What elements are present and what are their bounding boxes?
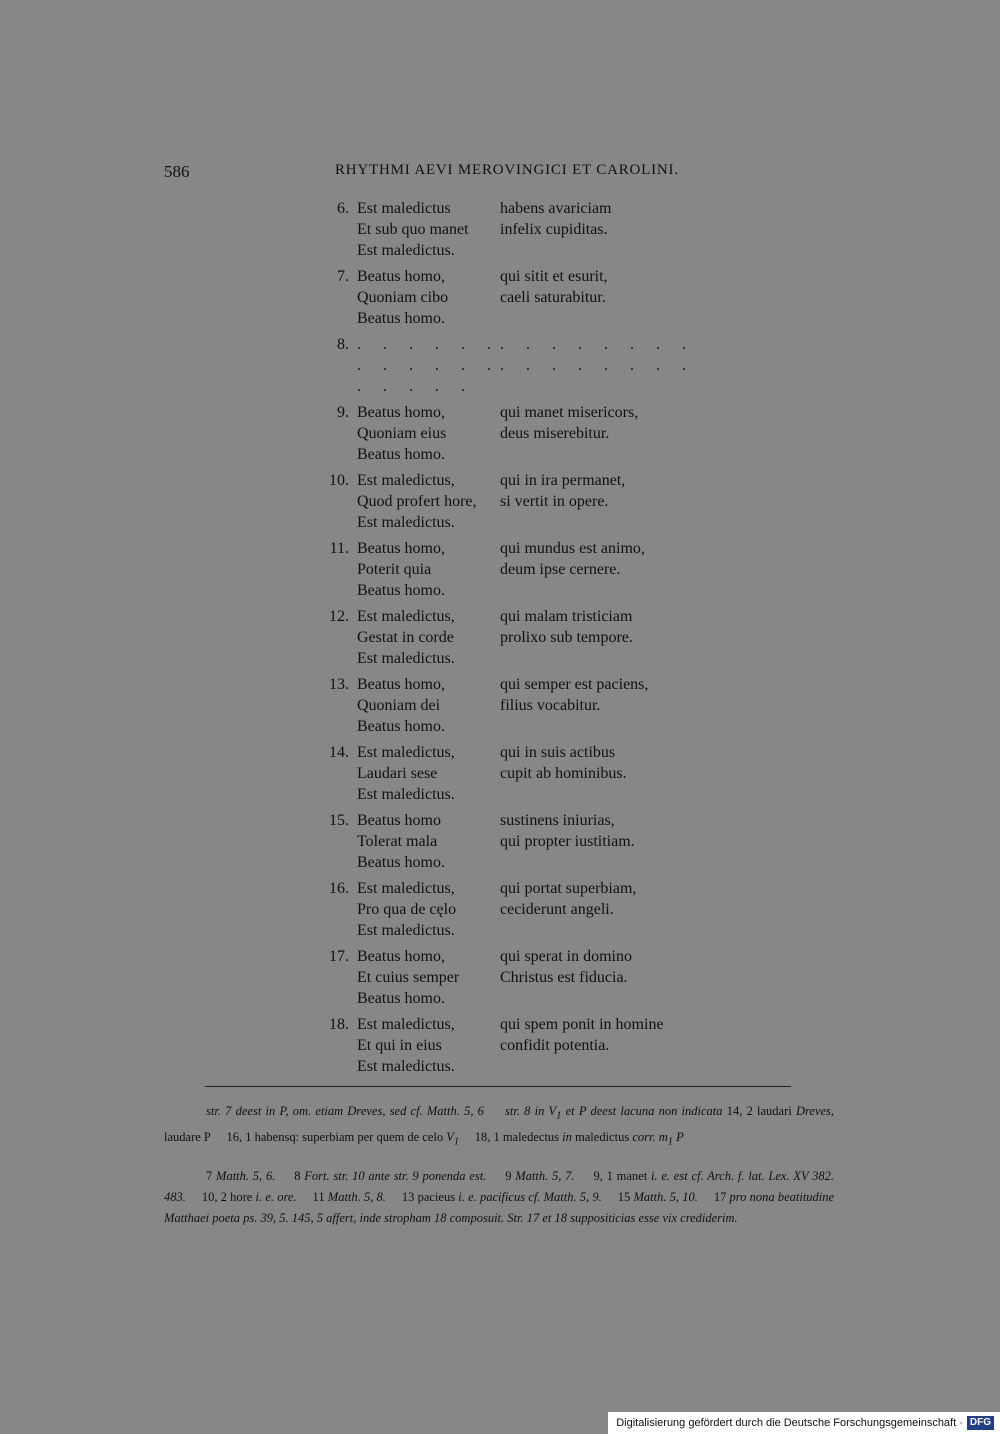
stanza bbox=[0, 538, 1000, 606]
verse-first-half: Beatus homo. bbox=[357, 310, 445, 327]
verse-line bbox=[0, 606, 1000, 627]
verse-line bbox=[0, 810, 1000, 831]
source-text: Matth. 5, 7. bbox=[515, 1169, 575, 1183]
verse-first-half: . . . . . bbox=[357, 378, 474, 395]
verse-first-half: Beatus homo bbox=[357, 812, 441, 829]
verse-second-half: sustinens iniurias, bbox=[500, 812, 615, 829]
source-text: Matth. 5, 10. bbox=[633, 1190, 698, 1204]
verse-line bbox=[0, 716, 1000, 737]
verse-line bbox=[0, 674, 1000, 695]
apparatus-note-14: 14, 2 laudari bbox=[726, 1104, 792, 1118]
source-ref: 8 bbox=[294, 1169, 301, 1183]
stanza bbox=[0, 742, 1000, 810]
verse-line bbox=[0, 831, 1000, 852]
stanza-number: 8. bbox=[337, 336, 349, 353]
stanza-number: 15. bbox=[329, 812, 349, 829]
apparatus-subscript: 1 bbox=[556, 1110, 562, 1122]
stanza-number: 6. bbox=[337, 200, 349, 217]
verse-first-half: Quoniam eius bbox=[357, 425, 447, 442]
verse-first-half: Beatus homo. bbox=[357, 582, 445, 599]
stanza bbox=[0, 402, 1000, 470]
verse-first-half: Beatus homo. bbox=[357, 446, 445, 463]
source-ref: 10, 2 hore bbox=[201, 1190, 253, 1204]
verse-line bbox=[0, 240, 1000, 261]
verse-first-half: . . . . . . bbox=[357, 357, 500, 374]
verse-second-half: qui in suis actibus bbox=[500, 744, 616, 761]
verse-second-half: prolixo sub tempore. bbox=[500, 629, 633, 646]
verse-line bbox=[0, 402, 1000, 423]
apparatus-subscript: 1 bbox=[453, 1136, 460, 1147]
verse-first-half: Et cuius semper bbox=[357, 969, 460, 986]
source-ref: 9, 1 manet bbox=[593, 1169, 648, 1183]
stanza bbox=[0, 878, 1000, 946]
verse-line bbox=[0, 266, 1000, 287]
verse-first-half: Tolerat mala bbox=[357, 833, 438, 850]
critical-apparatus bbox=[164, 1101, 834, 1152]
source-ref: 7 bbox=[206, 1169, 213, 1183]
verse-line bbox=[0, 648, 1000, 669]
apparatus-corr: corr. m bbox=[632, 1129, 668, 1144]
source-ref: 9 bbox=[505, 1169, 512, 1183]
apparatus-subscript: 1 bbox=[667, 1136, 673, 1147]
verse-second-half: qui portat superbiam, bbox=[500, 880, 637, 897]
verse-second-half: Christus est fiducia. bbox=[500, 969, 628, 986]
verse-first-half: Est maledictus. bbox=[357, 1058, 455, 1075]
stanza-number: 7. bbox=[337, 268, 349, 285]
verse-line bbox=[0, 512, 1000, 533]
stanza bbox=[0, 198, 1000, 266]
verse-line bbox=[0, 444, 1000, 465]
verse-second-half: qui in ira permanet, bbox=[500, 472, 626, 489]
verse-line bbox=[0, 920, 1000, 941]
running-title: RHYTHMI AEVI MEROVINGICI ET CAROLINI. bbox=[335, 162, 679, 178]
verse-second-half: qui spem ponit in homine bbox=[500, 1016, 664, 1033]
source-paragraph bbox=[164, 1166, 834, 1229]
footnote-divider bbox=[205, 1086, 791, 1087]
verse-first-half: Beatus homo. bbox=[357, 854, 445, 871]
verse-first-half: Pro qua de cęlo bbox=[357, 901, 457, 918]
verse-line bbox=[0, 763, 1000, 784]
verse-first-half: Est maledictus. bbox=[357, 922, 455, 939]
verse-line bbox=[0, 1056, 1000, 1077]
verse-line bbox=[0, 491, 1000, 512]
source-text: i. e. ore. bbox=[255, 1190, 297, 1204]
verse-line bbox=[0, 784, 1000, 805]
verse-first-half: Beatus homo. bbox=[357, 718, 445, 735]
stanza-number: 16. bbox=[329, 880, 349, 897]
source-text: Fort. str. 10 ante str. 9 ponenda est. bbox=[304, 1169, 487, 1183]
verse-second-half: caeli saturabitur. bbox=[500, 289, 606, 306]
apparatus-word: maledictus bbox=[575, 1129, 630, 1144]
verse-first-half: Et sub quo manet bbox=[357, 221, 469, 238]
verse-first-half: Quod profert hore, bbox=[357, 493, 477, 510]
stanza-number: 9. bbox=[337, 404, 349, 421]
verse-second-half: qui malam tristiciam bbox=[500, 608, 633, 625]
source-text: i. e. pacificus cf. Matth. 5, 9. bbox=[458, 1190, 602, 1204]
verse-second-half: . . . . . . . . bbox=[500, 336, 695, 353]
verse-second-half: qui manet misericors, bbox=[500, 404, 639, 421]
verse-second-half: habens avariciam bbox=[500, 200, 612, 217]
verse-line bbox=[0, 695, 1000, 716]
verse-line bbox=[0, 988, 1000, 1009]
verse-line bbox=[0, 1014, 1000, 1035]
verse-second-half: deus miserebitur. bbox=[500, 425, 610, 442]
verse-line bbox=[0, 376, 1000, 397]
verse-line bbox=[0, 878, 1000, 899]
stanza bbox=[0, 1014, 1000, 1082]
verse-line bbox=[0, 967, 1000, 988]
apparatus-siglum-p: P bbox=[676, 1129, 684, 1144]
source-text: i. e. est cf. Arch. f. lat. Lex. XV 382. 483. bbox=[164, 1169, 835, 1204]
verse-first-half: Quoniam dei bbox=[357, 697, 441, 714]
verse-line bbox=[0, 852, 1000, 873]
verse-line bbox=[0, 423, 1000, 444]
verse-first-half: Beatus homo, bbox=[357, 268, 445, 285]
apparatus-editor: Dreves, bbox=[795, 1104, 835, 1118]
apparatus-note-18: 18, 1 maledectus bbox=[474, 1129, 560, 1144]
stanza-number: 14. bbox=[329, 744, 349, 761]
verse-second-half: . . . . . . . . bbox=[500, 357, 695, 374]
verse-second-half: ceciderunt angeli. bbox=[500, 901, 614, 918]
verse-first-half: Beatus homo, bbox=[357, 540, 445, 557]
source-ref: 13 pacieus bbox=[401, 1190, 456, 1204]
verse-line bbox=[0, 308, 1000, 329]
verse-first-half: . . . . . . bbox=[357, 336, 500, 353]
apparatus-siglum: V bbox=[446, 1129, 454, 1144]
stanza bbox=[0, 674, 1000, 742]
verse-first-half: Quoniam cibo bbox=[357, 289, 449, 306]
verse-first-half: Gestat in corde bbox=[357, 629, 454, 646]
verse-line bbox=[0, 219, 1000, 240]
verse-line bbox=[0, 1035, 1000, 1056]
verse-first-half: Est maledictus. bbox=[357, 242, 455, 259]
verse-line bbox=[0, 627, 1000, 648]
apparatus-note-16: 16, 1 habensq: superbiam per quem de celo bbox=[226, 1129, 444, 1144]
verse-first-half: Est maledictus. bbox=[357, 650, 455, 667]
stanza bbox=[0, 470, 1000, 538]
verse-line bbox=[0, 742, 1000, 763]
dfg-logo: DFG bbox=[967, 1416, 994, 1430]
apparatus-note-str7: str. 7 deest in P, om. etiam Dreves, sed cf. Matth. 5, 6 bbox=[206, 1104, 484, 1118]
verse-second-half: filius vocabitur. bbox=[500, 697, 601, 714]
stanza-number: 11. bbox=[329, 540, 349, 557]
source-notes bbox=[164, 1166, 834, 1229]
verse-first-half: Beatus homo, bbox=[357, 676, 445, 693]
source-ref: 15 bbox=[617, 1190, 631, 1204]
verse-first-half: Poterit quia bbox=[357, 561, 432, 578]
verse-first-half: Beatus homo, bbox=[357, 948, 445, 965]
verse-line bbox=[0, 470, 1000, 491]
verse-first-half: Laudari sese bbox=[357, 765, 438, 782]
page-header bbox=[0, 162, 1000, 186]
apparatus-note-str8-cont: et P deest lacuna non indicata bbox=[565, 1104, 723, 1118]
verse-second-half: cupit ab hominibus. bbox=[500, 765, 627, 782]
verse-second-half: si vertit in opere. bbox=[500, 493, 609, 510]
verse-first-half: Et qui in eius bbox=[357, 1037, 442, 1054]
source-ref: 11 bbox=[312, 1190, 325, 1204]
apparatus-paragraph bbox=[164, 1101, 834, 1152]
stanza bbox=[0, 266, 1000, 334]
page-number: 586 bbox=[164, 162, 190, 181]
verse-first-half: Est maledictus, bbox=[357, 880, 455, 897]
verse-line bbox=[0, 946, 1000, 967]
stanza-number: 17. bbox=[329, 948, 349, 965]
poem-text bbox=[0, 198, 1000, 1082]
verse-line bbox=[0, 559, 1000, 580]
verse-second-half: confidit potentia. bbox=[500, 1037, 610, 1054]
verse-first-half: Est maledictus. bbox=[357, 514, 455, 531]
verse-line bbox=[0, 287, 1000, 308]
verse-first-half: Est maledictus, bbox=[357, 1016, 455, 1033]
verse-first-half: Est maledictus, bbox=[357, 472, 455, 489]
verse-line bbox=[0, 538, 1000, 559]
verse-second-half: qui mundus est animo, bbox=[500, 540, 645, 557]
stanza-number: 18. bbox=[329, 1016, 349, 1033]
digitization-credit bbox=[608, 1412, 1000, 1434]
verse-second-half: infelix cupiditas. bbox=[500, 221, 608, 238]
verse-second-half: deum ipse cernere. bbox=[500, 561, 621, 578]
stanza bbox=[0, 334, 1000, 402]
verse-line bbox=[0, 198, 1000, 219]
apparatus-note-str8: str. 8 in V bbox=[505, 1104, 557, 1118]
verse-line bbox=[0, 334, 1000, 355]
verse-second-half: qui sitit et esurit, bbox=[500, 268, 608, 285]
verse-first-half: Est maledictus, bbox=[357, 744, 455, 761]
verse-second-half: qui propter iustitiam. bbox=[500, 833, 635, 850]
source-ref: 17 bbox=[713, 1190, 727, 1204]
stanza bbox=[0, 946, 1000, 1014]
verse-second-half: qui sperat in domino bbox=[500, 948, 632, 965]
stanza-number: 10. bbox=[329, 472, 349, 489]
stanza-number: 12. bbox=[329, 608, 349, 625]
verse-line bbox=[0, 355, 1000, 376]
verse-line bbox=[0, 899, 1000, 920]
apparatus-in: in bbox=[562, 1129, 572, 1144]
verse-first-half: Est maledictus, bbox=[357, 608, 455, 625]
apparatus-reading: laudare P bbox=[164, 1129, 211, 1144]
source-text: Matth. 5, 6. bbox=[216, 1169, 276, 1183]
verse-first-half: Est maledictus. bbox=[357, 786, 455, 803]
verse-first-half: Beatus homo. bbox=[357, 990, 445, 1007]
verse-first-half: Beatus homo, bbox=[357, 404, 445, 421]
verse-second-half: qui semper est paciens, bbox=[500, 676, 649, 693]
verse-line bbox=[0, 580, 1000, 601]
source-text: pro nona beatitudine Matthaei poeta ps. 39, 5. 145, 5 affert, inde stropham 18 composuit. Str. 17 et 18 suppositicias esse vix crediderim. bbox=[164, 1190, 835, 1225]
stanza-number: 13. bbox=[329, 676, 349, 693]
verse-first-half: Est maledictus bbox=[357, 200, 451, 217]
stanza bbox=[0, 810, 1000, 878]
stanza bbox=[0, 606, 1000, 674]
source-text: Matth. 5, 8. bbox=[327, 1190, 386, 1204]
credit-text: Digitalisierung gefördert durch die Deutsche Forschungsgemeinschaft · bbox=[616, 1417, 963, 1429]
